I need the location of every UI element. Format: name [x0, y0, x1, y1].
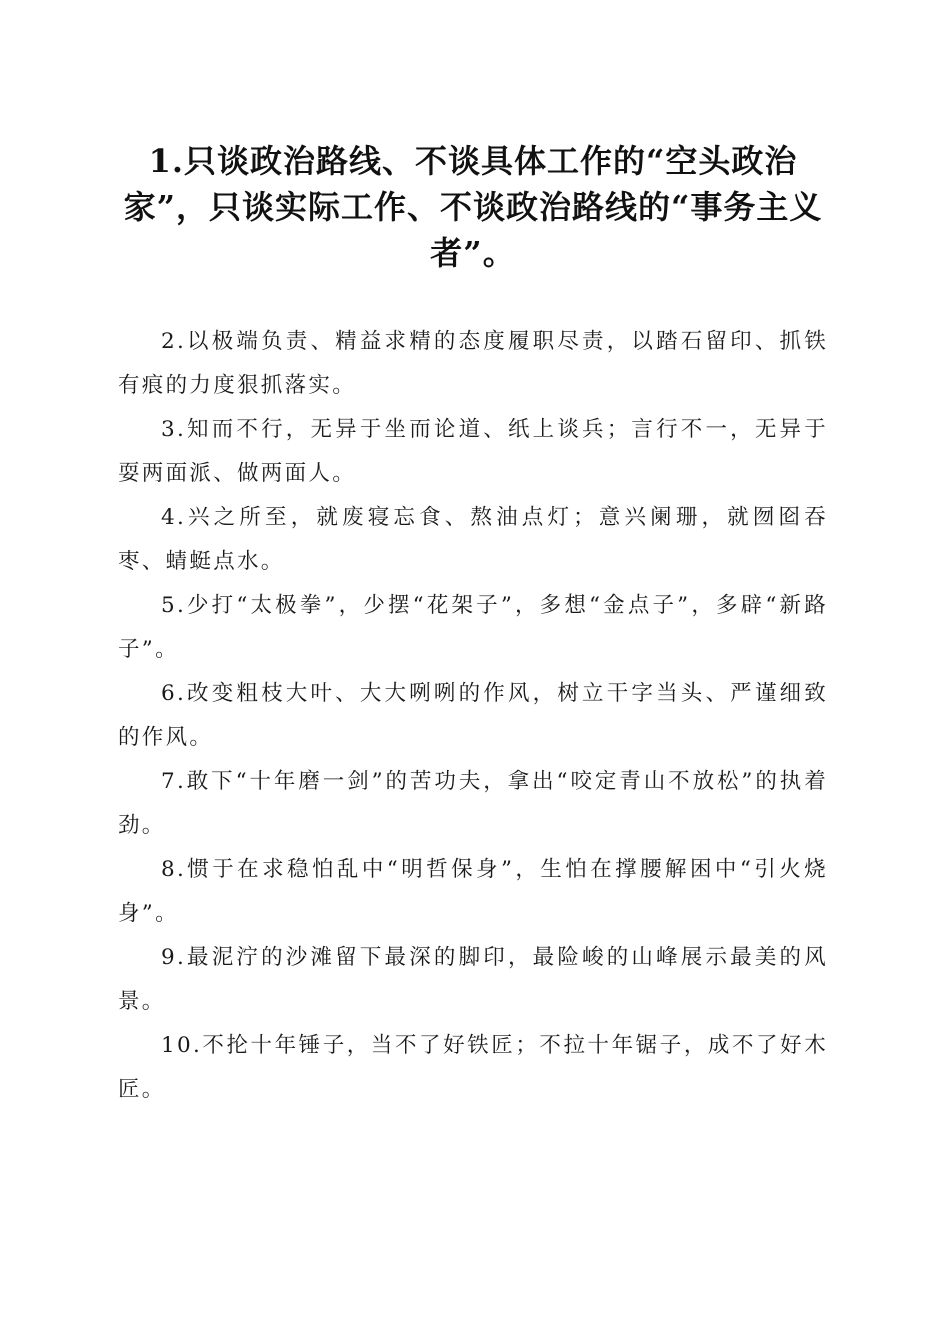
list-item: 8.惯于在求稳怕乱中“明哲保身”，生怕在撑腰解困中“引火烧身”。: [118, 857, 828, 926]
document-title: 1.只谈政治路线、不谈具体工作的“空头政治家”，只谈实际工作、不谈政治路线的“事务主义者”。: [123, 142, 823, 272]
list-item: 5.少打“太极拳”，少摆“花架子”，多想“金点子”，多辟“新路子”。: [118, 593, 828, 662]
list-item: 10.不抡十年锤子，当不了好铁匠；不拉十年锯子，成不了好木匠。: [118, 1033, 828, 1102]
list-item: 2.以极端负责、精益求精的态度履职尽责，以踏石留印、抓铁有痕的力度狠抓落实。: [118, 329, 828, 398]
list-item: 3.知而不行，无异于坐而论道、纸上谈兵；言行不一，无异于耍两面派、做两面人。: [118, 417, 828, 486]
list-item: 4.兴之所至，就废寝忘食、熬油点灯；意兴阑珊，就囫囵吞枣、蜻蜓点水。: [118, 505, 828, 574]
list-item: 9.最泥泞的沙滩留下最深的脚印，最险峻的山峰展示最美的风景。: [118, 945, 828, 1014]
list-item: 7.敢下“十年磨一剑”的苦功夫，拿出“咬定青山不放松”的执着劲。: [118, 769, 828, 838]
quote-list: [118, 320, 828, 1112]
list-item: 6.改变粗枝大叶、大大咧咧的作风，树立干字当头、严谨细致的作风。: [118, 681, 828, 750]
